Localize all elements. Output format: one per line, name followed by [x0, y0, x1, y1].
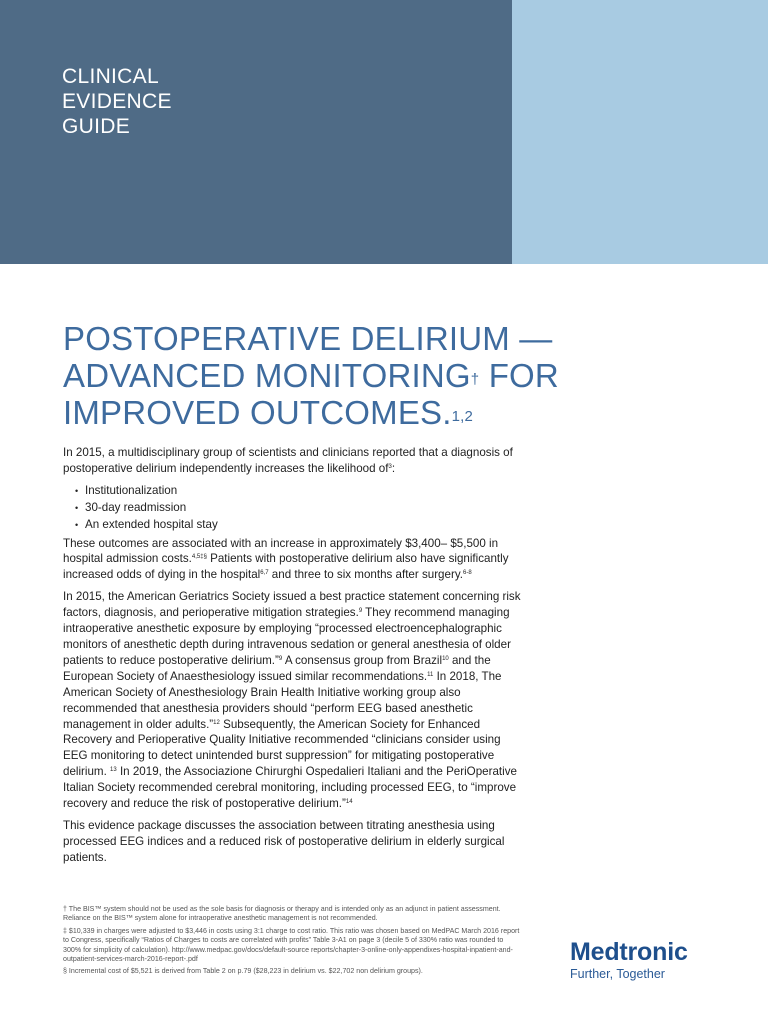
paragraph-text: In 2018, The American Society of Anesthesiology Brain Health Initiative working group also recommended that anesthesia providers should “perform EEG based anesthetic management in older adults.”	[63, 669, 502, 731]
footnote: § Incremental cost of $5,521 is derived from Table 2 on p.79 ($28,223 in delirium vs. $22,702 non delirium groups).	[63, 967, 423, 976]
recommendations-paragraph	[63, 589, 523, 812]
reference: 9	[358, 608, 363, 615]
paragraph-text: Patients with postoperative delirium also have significantly increased odds of dying in the hospital	[63, 552, 509, 582]
title-dagger: †	[470, 371, 480, 388]
medtronic-logo	[570, 938, 688, 982]
list-item: • 30-day readmission	[75, 500, 523, 517]
logo-tagline: Further, Together	[570, 967, 665, 981]
paragraph-text: Subsequently, the American Society for Enhanced Recovery and Perioperative Quality Initiative recommended “clinicians consider using EEG monitoring to detect unintended burst suppression” for mitigating postoperative delirium.	[63, 717, 501, 779]
paragraph-text: In 2015, a multidisciplinary group of scientists and clinicians reported that a diagnosis of postoperative delirium independently increases the likelihood of	[63, 446, 513, 475]
footnotes	[63, 905, 523, 980]
title-text: IMPROVED OUTCOMES.	[63, 394, 452, 431]
paragraph-text: These outcomes are associated with an increase in approximately $3,400– $5,500 in hospital admission costs.	[63, 536, 499, 566]
paragraph-text: and the European Society of Anaesthesiology issued similar recommendations.	[63, 653, 491, 683]
paragraph-text: In 2015, the American Geriatrics Society issued a best practice statement concerning risk factors, diagnosis, and perioperative mitigation strategies.	[63, 590, 521, 620]
header-band-light	[512, 0, 768, 264]
guide-line: EVIDENCE	[62, 90, 172, 113]
reference: 12	[213, 719, 220, 726]
footnote: † The BIS™ system should not be used as the sole basis for diagnosis or therapy and is intended only as an adjunct in patient assessment. Reliance on the BIS™ system alone for intraoperative anesthetic management is not recommended.	[63, 905, 501, 923]
title-line	[63, 357, 583, 394]
reference: 14	[345, 799, 353, 806]
reference: 9	[278, 655, 283, 662]
reference: 6-8	[462, 570, 472, 577]
paragraph-text: A consensus group from Brazil	[282, 653, 443, 667]
list-item: • Institutionalization	[75, 483, 523, 500]
footnote: ‡ $10,339 in charges were adjusted to $3,446 in costs using 3:1 charge to cost ratio. This ratio was chosen based on MedPAC March 2016 report to Congress, specifically “Ratios of Charges to costs are correlated with profits” Table 3-A1 on page 3 (decile 5 of 330% ratio was rounded to 300% for simplicity of calculation). http://www.medpac.gov/docs/default-source reports/chapter-3-online-only-appendixes-hospital-inpatient-and-outpatient-services-march-2016-report-.pdf	[63, 926, 520, 964]
logo-wordmark: Medtronic	[570, 938, 688, 966]
title-text: FOR	[479, 357, 559, 394]
list-item: • An extended hospital stay	[75, 517, 523, 534]
intro-paragraph	[63, 445, 523, 477]
title-references: 1,2	[451, 408, 474, 425]
page-title	[63, 320, 583, 431]
title-line	[63, 394, 583, 431]
guide-label	[62, 64, 172, 139]
summary-paragraph: This evidence package discusses the association between titrating anesthesia using processed EEG indices and a reduced risk of postoperative delirium in elderly surgical patients.	[63, 818, 505, 864]
guide-line: GUIDE	[62, 115, 131, 138]
reference: 10	[442, 655, 449, 662]
reference: 6,7	[260, 570, 269, 577]
outcome-list	[63, 483, 523, 534]
reference: 4,5‡§	[191, 554, 207, 561]
reference: 3	[388, 463, 392, 470]
guide-line: CLINICAL	[62, 65, 159, 88]
reference: 11	[427, 671, 434, 678]
title-text: ADVANCED MONITORING	[63, 357, 471, 394]
paragraph-text: and three to six months after surgery.	[268, 568, 463, 582]
body-text	[63, 445, 523, 872]
paragraph-text: They recommend managing intraoperative anesthetic exposure by employing “processed electroencephalographic monitors of anesthetic depth during intravenous sedation or general anesthesia of older patients to reduce postoperative delirium.”	[63, 606, 511, 667]
paragraph-text: :	[391, 461, 396, 475]
paragraph-text: In 2019, the Associazione Chirurghi Ospedalieri Italiani and the PeriOperative Italian Society recommended cerebral monitoring, including processed EEG, to “improve recovery and reduce the risk of postoperative delirium.”	[63, 765, 517, 811]
cost-paragraph	[63, 536, 523, 584]
reference: 13	[110, 767, 117, 774]
title-line: POSTOPERATIVE DELIRIUM —	[63, 320, 553, 357]
